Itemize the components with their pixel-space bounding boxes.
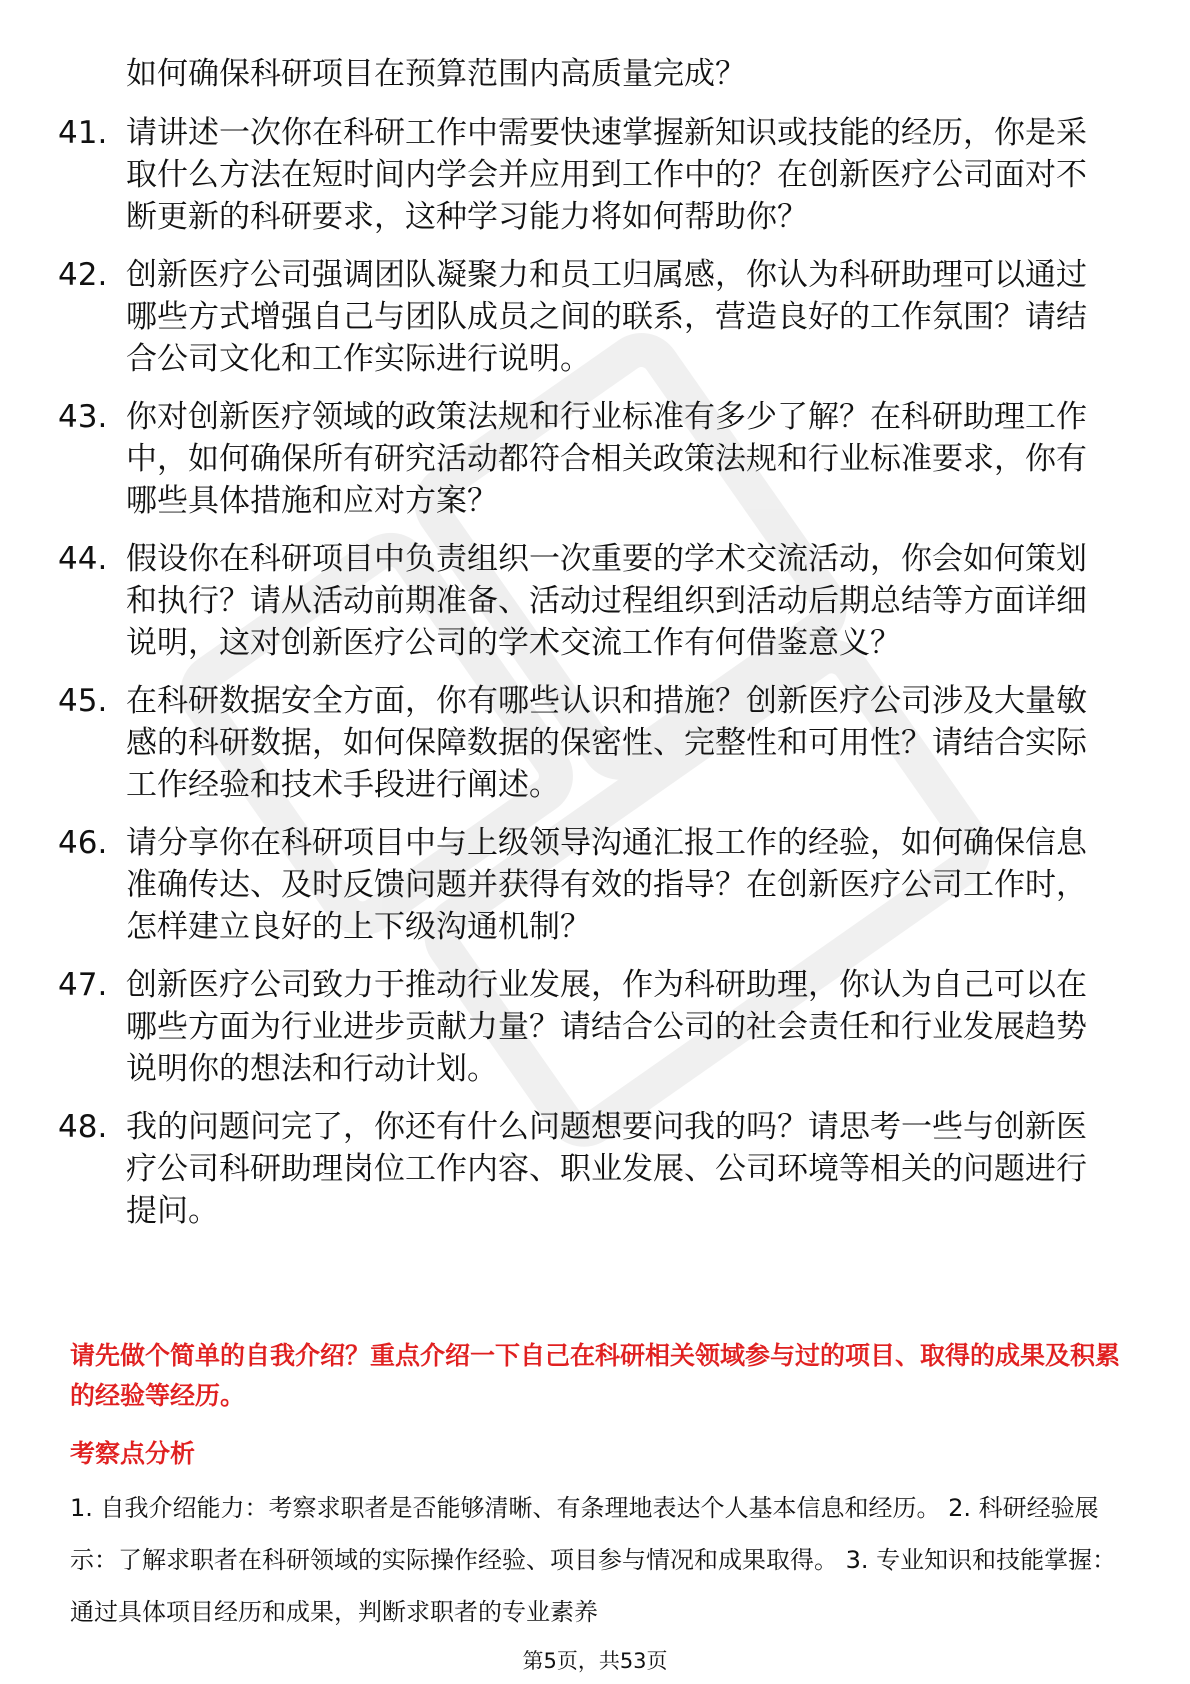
- analysis-body: 1. 自我介绍能力：考察求职者是否能够清晰、有条理地表达个人基本信息和经历。 2. 科研经验展示：了解求职者在科研领域的实际操作经验、项目参与情况和成果取得。 3. 专业知识和技能掌握：通过具体项目经历和成果，判断求职者的专业素养: [70, 1494, 1117, 1626]
- question-number: 43.: [58, 399, 108, 435]
- highlight-question: 请先做个简单的自我介绍？重点介绍一下自己在科研相关领域参与过的项目、取得的成果及积累的经验等经历。: [70, 1341, 1121, 1410]
- question-list: [58, 112, 1118, 1248]
- question-text: 我的问题问完了，你还有什么问题想要问我的吗？请思考一些与创新医疗公司科研助理岗位工作内容、职业发展、公司环境等相关的问题进行提问。: [126, 1109, 1087, 1229]
- question-item: [58, 822, 1118, 948]
- question-item: [58, 396, 1118, 522]
- question-text: 创新医疗公司致力于推动行业发展，作为科研助理，你认为自己可以在哪些方面为行业进步贡献力量？请结合公司的社会责任和行业发展趋势说明你的想法和行动计划。: [126, 967, 1087, 1087]
- question-item: [58, 964, 1118, 1090]
- question-text: 创新医疗公司强调团队凝聚力和员工归属感，你认为科研助理可以通过哪些方式增强自己与团队成员之间的联系，营造良好的工作氛围？请结合公司文化和工作实际进行说明。: [126, 257, 1087, 377]
- question-number: 46.: [58, 825, 108, 861]
- question-number: 44.: [58, 541, 108, 577]
- question-number: 48.: [58, 1109, 108, 1145]
- question-text: 假设你在科研项目中负责组织一次重要的学术交流活动，你会如何策划和执行？请从活动前期准备、活动过程组织到活动后期总结等方面详细说明，这对创新医疗公司的学术交流工作有何借鉴意义？: [126, 541, 1087, 661]
- analysis-title: 考察点分析: [70, 1439, 196, 1468]
- question-text: 在科研数据安全方面，你有哪些认识和措施？创新医疗公司涉及大量敏感的科研数据，如何保障数据的保密性、完整性和可用性？请结合实际工作经验和技术手段进行阐述。: [126, 683, 1087, 803]
- question-number: 42.: [58, 257, 108, 293]
- question-item: [58, 112, 1118, 238]
- question-text: 请讲述一次你在科研工作中需要快速掌握新知识或技能的经历，你是采取什么方法在短时间内学会并应用到工作中的？在创新医疗公司面对不断更新的科研要求，这种学习能力将如何帮助你？: [126, 115, 1087, 235]
- question-number: 45.: [58, 683, 108, 719]
- page-footer: 第5页，共53页: [522, 1649, 668, 1673]
- question-number: 47.: [58, 967, 108, 1003]
- question-continuation: 如何确保科研项目在预算范围内高质量完成？: [126, 56, 746, 92]
- question-text: 请分享你在科研项目中与上级领导沟通汇报工作的经验，如何确保信息准确传达、及时反馈问题并获得有效的指导？在创新医疗公司工作时，怎样建立良好的上下级沟通机制？: [126, 825, 1087, 945]
- question-item: [58, 1106, 1118, 1232]
- question-number: 41.: [58, 115, 108, 151]
- question-item: [58, 254, 1118, 380]
- question-item: [58, 680, 1118, 806]
- question-item: [58, 538, 1118, 664]
- question-text: 你对创新医疗领域的政策法规和行业标准有多少了解？在科研助理工作中，如何确保所有研究活动都符合相关政策法规和行业标准要求，你有哪些具体措施和应对方案？: [126, 399, 1087, 519]
